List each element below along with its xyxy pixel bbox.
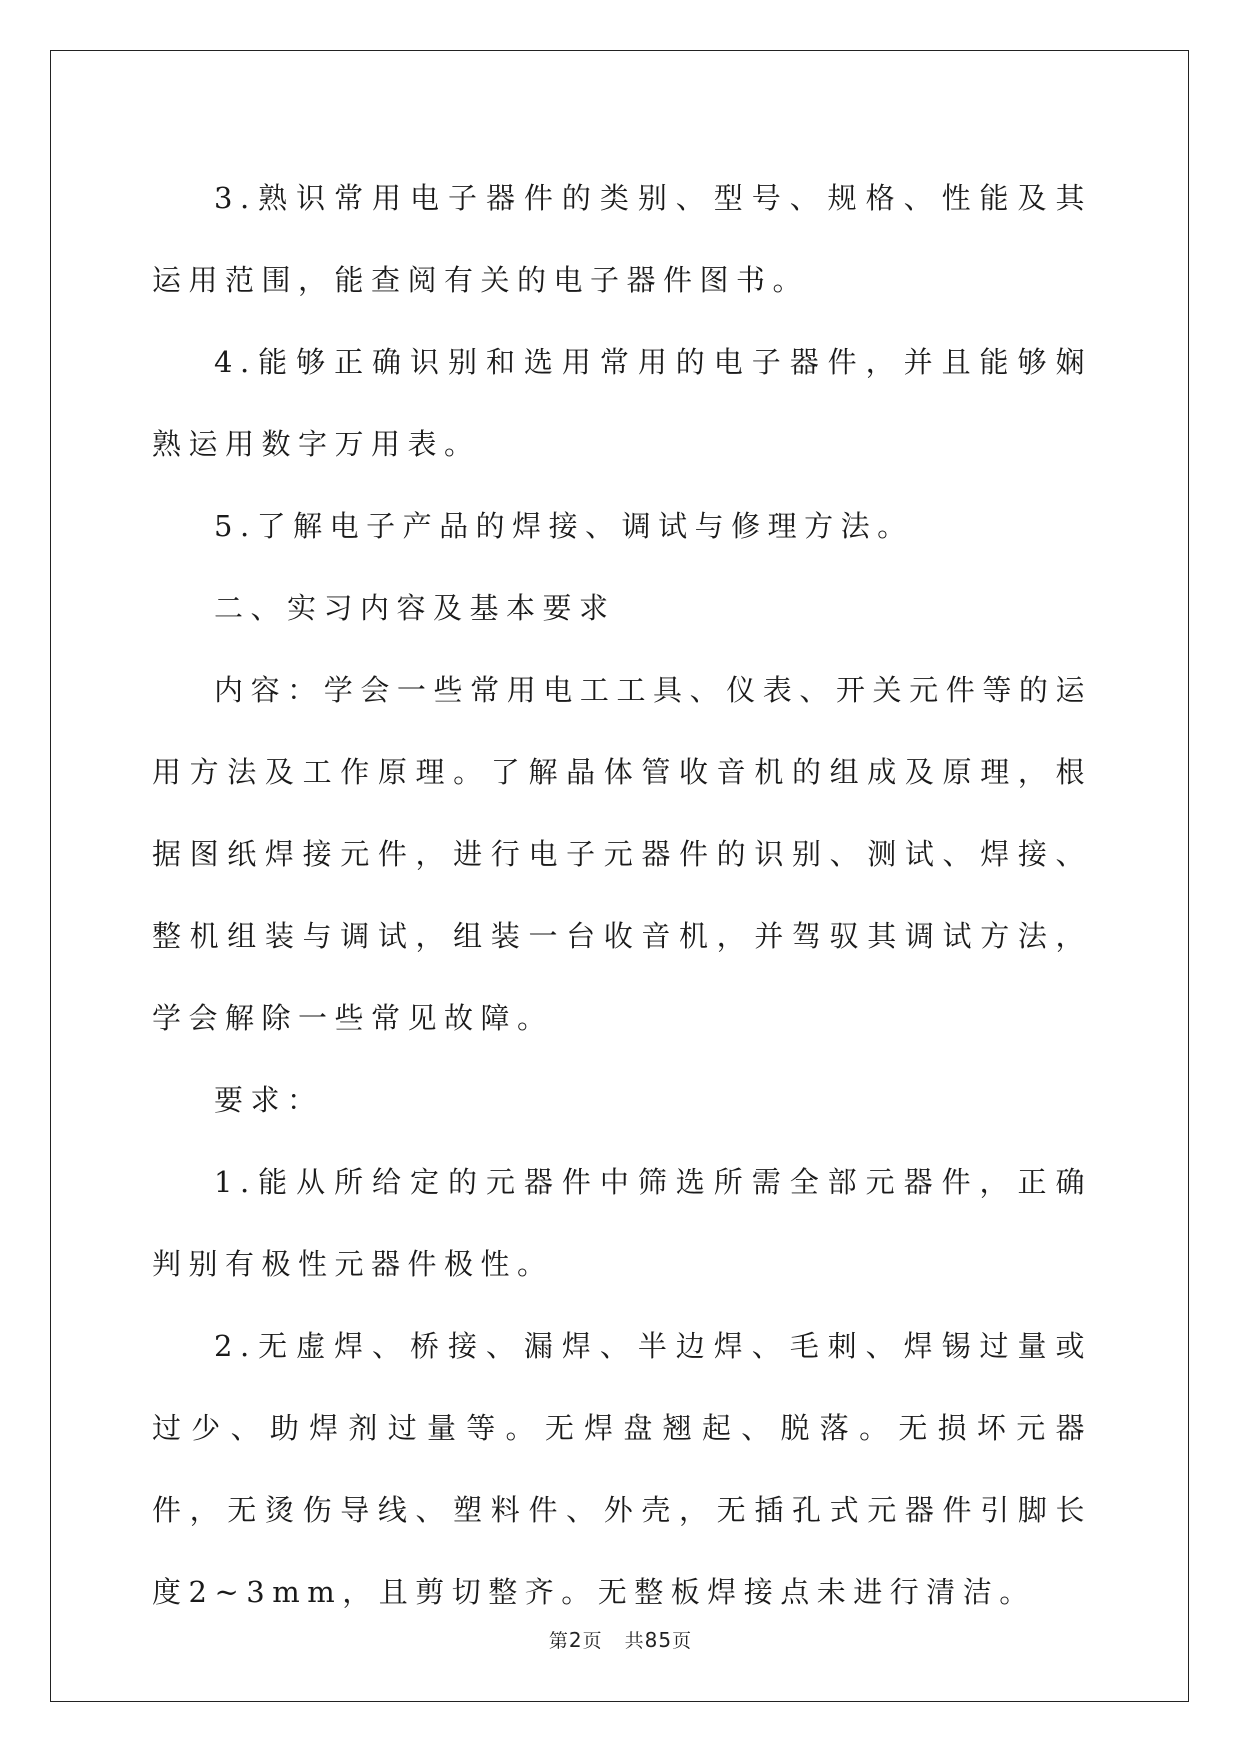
requirement-item-2: 2.无虚焊、桥接、漏焊、半边焊、毛刺、焊锡过量或过少、助焊剂过量等。无焊盘翘起、脱落。无损坏元器件，无烫伤导线、塑料件、外壳，无插孔式元器件引脚长度2~3mm，且剪切整齐。无整板焊接点未进行清洁。 [152, 1329, 1092, 1609]
paragraph-item-4: 4.能够正确识别和选用常用的电子器件，并且能够娴熟运用数字万用表。 [152, 345, 1092, 461]
page-number: 2 [568, 1628, 583, 1652]
requirement-item-1: 1.能从所给定的元器件中筛选所需全部元器件，正确判别有极性元器件极性。 [152, 1165, 1092, 1281]
total-prefix: 共 [624, 1630, 645, 1652]
document-body [152, 157, 1092, 1633]
requirements-label: 要求： [214, 1083, 324, 1117]
paragraph-content: 内容：学会一些常用电工工具、仪表、开关元件等的运用方法及工作原理。了解晶体管收音机的组成及原理，根据图纸焊接元件，进行电子元器件的识别、测试、焊接、整机组装与调试，组装一台收音机，并驾驭其调试方法，学会解除一些常见故障。 [152, 673, 1092, 1035]
section-heading: 二、实习内容及基本要求 [214, 591, 616, 625]
total-pages: 85 [644, 1628, 673, 1652]
page-suffix: 页 [582, 1630, 603, 1652]
paragraph-item-5: 5.了解电子产品的焊接、调试与修理方法。 [214, 509, 914, 543]
page-footer [0, 1626, 1241, 1653]
page-prefix: 第 [548, 1630, 569, 1652]
total-suffix: 页 [672, 1630, 693, 1652]
paragraph-item-3: 3.熟识常用电子器件的类别、型号、规格、性能及其运用范围，能查阅有关的电子器件图书。 [152, 181, 1092, 297]
